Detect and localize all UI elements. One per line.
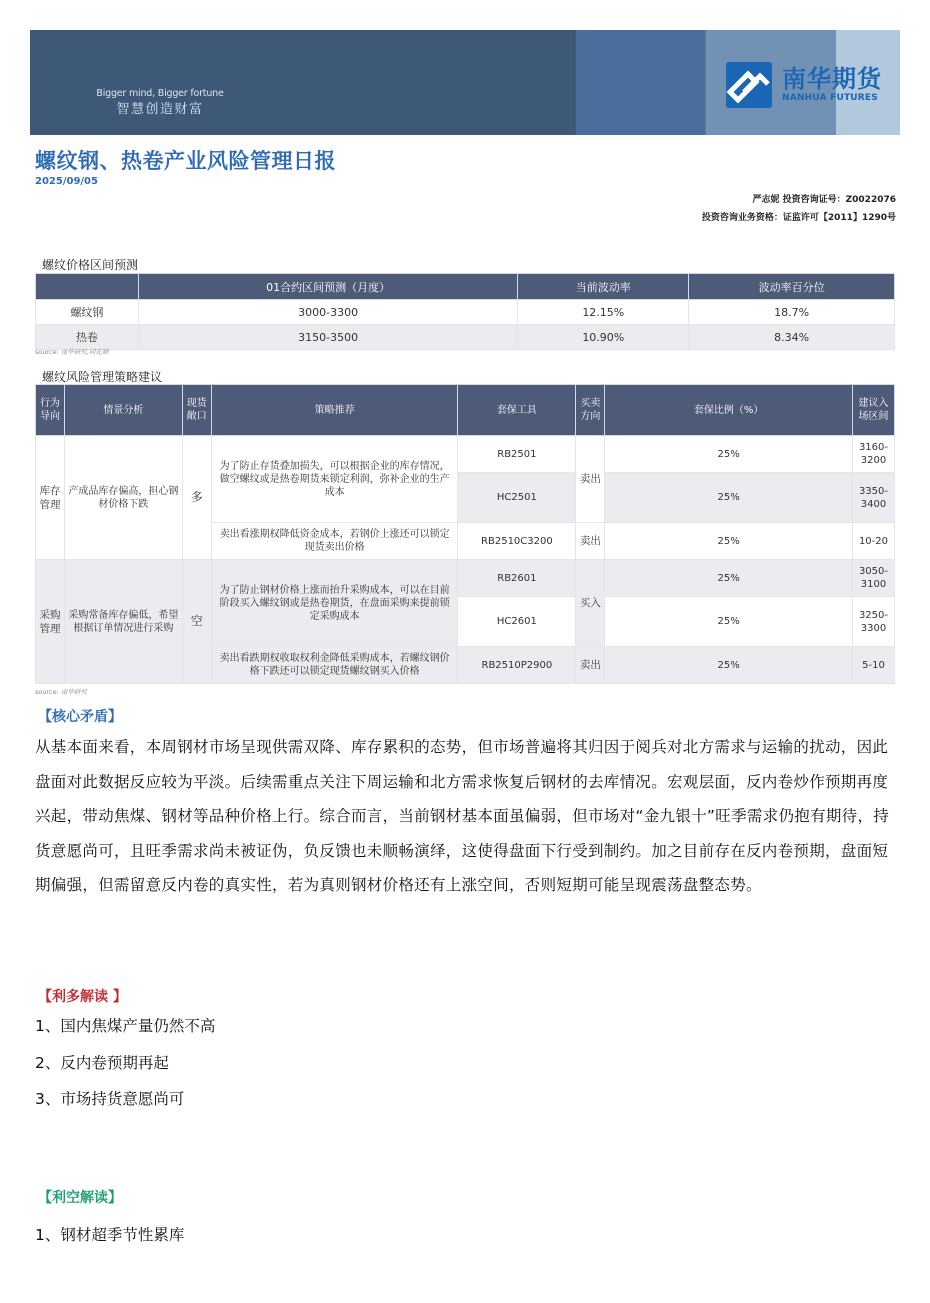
column-header: 策略推荐	[211, 385, 458, 436]
core-heading: 【核心矛盾】	[38, 709, 122, 725]
slogan	[90, 88, 230, 119]
tool-cell: RB2510P2900	[458, 647, 576, 684]
range-cell: 10-20	[852, 523, 894, 560]
ratio-cell: 25%	[605, 523, 853, 560]
ratio-cell: 25%	[605, 597, 853, 647]
banner-block	[575, 30, 705, 135]
tool-cell: HC2501	[458, 473, 576, 523]
company-logo	[726, 61, 882, 109]
tool-cell: RB2501	[458, 436, 576, 473]
product-cell: 螺纹钢	[36, 300, 139, 325]
list-item: 1、国内焦煤产量仍然不高	[35, 1017, 216, 1035]
column-header: 情景分析	[64, 385, 182, 436]
direction-cell: 卖出	[576, 436, 605, 523]
table-row	[36, 560, 895, 597]
strategy-cell: 为了防止钢材价格上涨而抬升采购成本，可以在目前阶段买入螺纹钢或是热卷期货，在盘面采购来提前锁定采购成本	[211, 560, 458, 647]
range-cell: 3160-3200	[852, 436, 894, 473]
tool-cell: RB2510C3200	[458, 523, 576, 560]
table-header-row	[36, 274, 895, 300]
percentile-cell: 18.7%	[689, 300, 895, 325]
product-cell: 热卷	[36, 325, 139, 350]
strategy-cell: 为了防止存货叠加损失，可以根据企业的库存情况，做空螺纹或是热卷期货来锁定利润，弥补企业的生产成本	[211, 436, 458, 523]
header-banner	[30, 30, 900, 135]
ratio-cell: 25%	[605, 560, 853, 597]
tool-cell: RB2601	[458, 560, 576, 597]
column-header	[36, 274, 139, 300]
ratio-cell: 25%	[605, 473, 853, 523]
source-note: source: 南华研究	[35, 688, 87, 696]
column-header: 当前波动率	[518, 274, 689, 300]
volatility-cell: 12.15%	[518, 300, 689, 325]
nanhua-logo-icon	[726, 62, 772, 108]
column-header: 建议入场区间	[852, 385, 894, 436]
slogan-en: Bigger mind, Bigger fortune	[96, 88, 224, 99]
tool-cell: HC2601	[458, 597, 576, 647]
table-row	[36, 300, 895, 325]
direction-cell: 买入	[576, 560, 605, 647]
bullish-heading: 【利多解读 】	[38, 989, 127, 1005]
strategy-table	[35, 384, 895, 684]
list-item: 3、市场持货意愿尚可	[35, 1090, 185, 1108]
slogan-cn: 智慧创造财富	[116, 102, 204, 117]
page-title: 螺纹钢、热卷产业风险管理日报	[35, 149, 336, 173]
column-header: 套保工具	[458, 385, 576, 436]
strategy-cell: 卖出看跌期权收取权利金降低采购成本，若螺纹钢价格下跌还可以锁定现货螺纹钢买入价格	[211, 647, 458, 684]
column-header: 套保比例（%）	[605, 385, 853, 436]
column-header: 买卖方向	[576, 385, 605, 436]
source-value: 南华研究,同花顺	[60, 348, 109, 356]
list-item: 2、反内卷预期再起	[35, 1053, 169, 1072]
range-cell: 3150-3500	[138, 325, 518, 350]
column-header: 01合约区间预测（月度）	[138, 274, 518, 300]
scenario-cell: 采购常备库存偏低，希望根据订单情况进行采购	[64, 560, 182, 684]
range-cell: 3350-3400	[852, 473, 894, 523]
column-header: 现货敞口	[182, 385, 211, 436]
price-forecast-label: 螺纹价格区间预测	[42, 258, 139, 272]
ratio-cell: 25%	[605, 436, 853, 473]
table-header-row	[36, 385, 895, 436]
behavior-cell: 采购管理	[36, 560, 65, 684]
bullish-list	[35, 1008, 215, 1118]
analyst-line: 严志妮 投资咨询证号：Z0022076	[752, 195, 896, 205]
logo-en: NANHUA FUTURES	[782, 93, 878, 103]
exposure-cell: 多	[182, 436, 211, 560]
column-header: 波动率百分位	[689, 274, 895, 300]
ratio-cell: 25%	[605, 647, 853, 684]
list-item: 1、钢材超季节性累库	[35, 1226, 185, 1244]
core-paragraph: 从基本面来看，本周钢材市场呈现供需双降、库存累积的态势，但市场普遍将其归因于阅兵对北方需求与运输的扰动，因此盘面对此数据反应较为平淡。后续需重点关注下周运输和北方需求恢复后钢材的去库情况。宏观层面，反内卷炒作预期再度兴起，带动焦煤、钢材等品种价格上行。综合而言，当前钢材基本面虽偏弱，但市场对“金九银十”旺季需求仍抱有期待，持货意愿尚可，且旺季需求尚未被证伪，负反馈也未顺畅演绎，这使得盘面下行受到制约。加之目前存在反内卷预期，盘面短期偏强，但需留意反内卷的真实性，若为真则钢材价格还有上涨空间，否则短期可能呈现震荡盘整态势。	[35, 738, 890, 894]
strategy-cell: 卖出看涨期权降低资金成本，若钢价上涨还可以锁定现货卖出价格	[211, 523, 458, 560]
bearish-heading: 【利空解读】	[38, 1190, 122, 1206]
range-cell: 5-10	[852, 647, 894, 684]
scenario-cell: 产成品库存偏高，担心钢材价格下跌	[64, 436, 182, 560]
strategy-label: 螺纹风险管理策略建议	[42, 370, 163, 384]
range-cell: 3050-3100	[852, 560, 894, 597]
bearish-list	[35, 1217, 184, 1254]
table-row	[36, 325, 895, 350]
source-value: 南华研究	[60, 688, 87, 696]
percentile-cell: 8.34%	[689, 325, 895, 350]
direction-cell: 卖出	[576, 647, 605, 684]
volatility-cell: 10.90%	[518, 325, 689, 350]
range-cell: 3000-3300	[138, 300, 518, 325]
source-note: source: 南华研究,同花顺	[35, 348, 109, 356]
range-cell: 3250-3300	[852, 597, 894, 647]
logo-cn: 南华期货	[782, 65, 882, 93]
license-line: 投资咨询业务资格：证监许可【2011】1290号	[701, 213, 896, 223]
analyst-info	[702, 191, 896, 227]
exposure-cell: 空	[182, 560, 211, 684]
behavior-cell: 库存管理	[36, 436, 65, 560]
report-date: 2025/09/05	[35, 176, 98, 187]
column-header: 行为导向	[36, 385, 65, 436]
direction-cell: 卖出	[576, 523, 605, 560]
price-forecast-table	[35, 273, 895, 350]
table-row	[36, 436, 895, 473]
